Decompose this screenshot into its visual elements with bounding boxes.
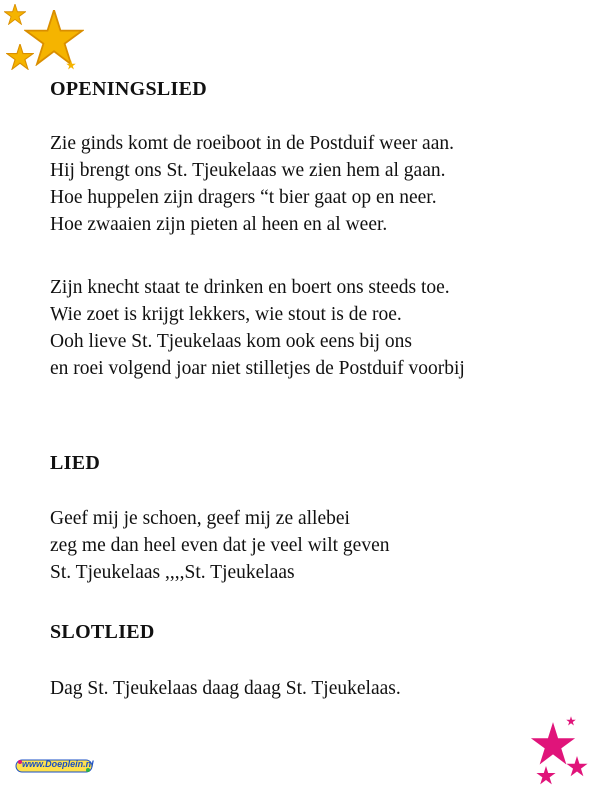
pink-star-icon-small [566,756,588,777]
lyric-line: en roei volgend joar niet stilletjes de Postduif voorbij [50,358,465,379]
lyric-line: Hij brengt ons St. Tjeukelaas we zien hem al gaan. [50,160,446,181]
pink-star-icon-medium [536,766,556,785]
lyric-line: Hoe zwaaien zijn pieten al heen en al weer. [50,214,388,235]
heading-openingslied: OPENINGSLIED [50,78,207,100]
lyric-line: Zijn knecht staat te drinken en boert ons steeds toe. [50,277,450,298]
stanza-lied [50,505,389,586]
gold-star-icon-tiny [66,60,76,70]
lyric-line: St. Tjeukelaas ,,,,St. Tjeukelaas [50,562,295,583]
lyric-line: zeg me dan heel even dat je veel wilt geven [50,535,390,556]
lyric-line: Dag St. Tjeukelaas daag daag St. Tjeukelaas. [50,678,401,699]
pink-star-icon-tiny [566,716,576,726]
gold-star-icon-small [4,4,26,25]
doeplein-logo [14,757,94,775]
lyric-line: Geef mij je schoen, geef mij ze allebei [50,508,350,529]
lyric-line: Zie ginds komt de roeiboot in de Postduif weer aan. [50,133,454,154]
lyric-line: Ooh lieve St. Tjeukelaas kom ook eens bij ons [50,331,412,352]
heading-lied: LIED [50,452,101,474]
lyric-line: Hoe huppelen zijn dragers “t bier gaat op en neer. [50,187,437,208]
stanza-openingslied-1 [50,130,454,238]
gold-star-icon-medium [6,44,34,70]
heading-slotlied: SLOTLIED [50,621,155,643]
lyric-line: Wie zoet is krijgt lekkers, wie stout is de roe. [50,304,402,325]
stanza-slotlied [50,675,401,702]
logo-text: www.Doeplein.nl [22,759,94,769]
stanza-openingslied-2 [50,274,465,382]
